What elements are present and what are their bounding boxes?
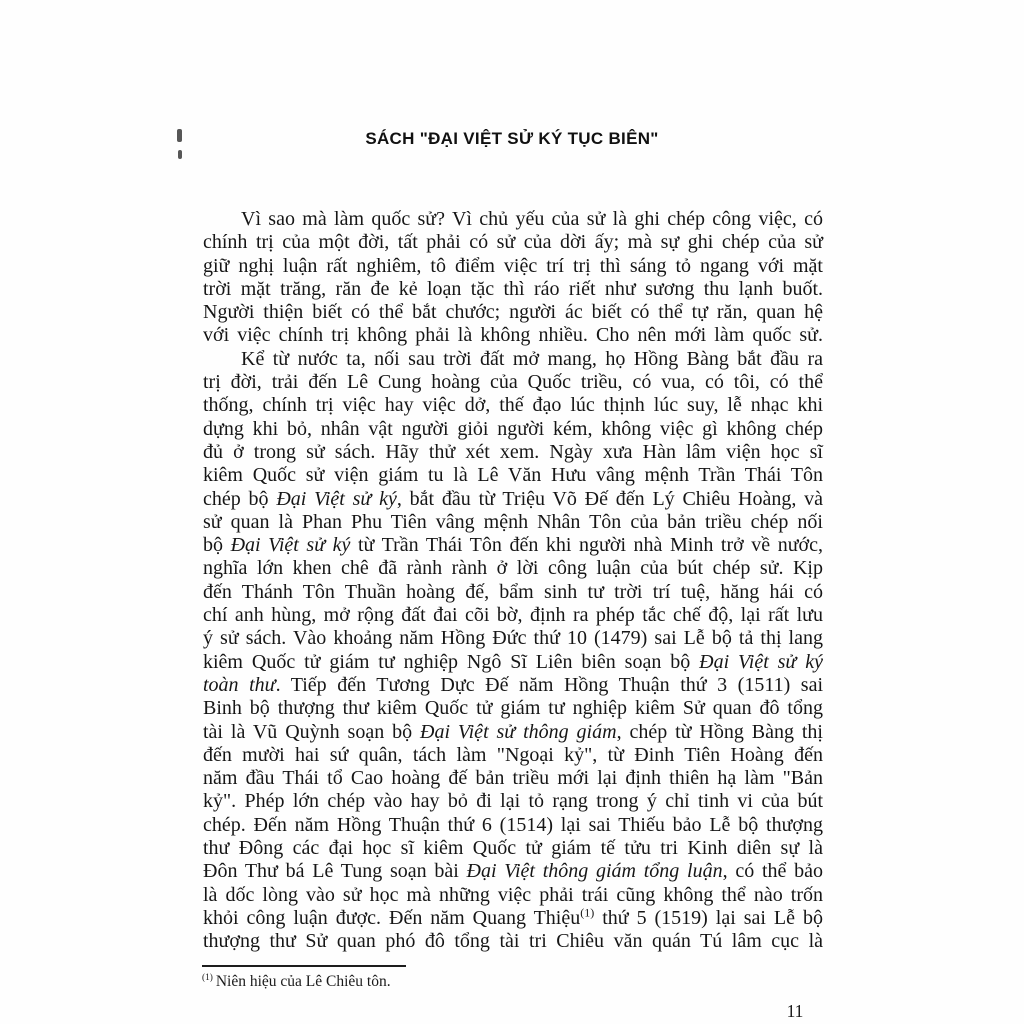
text-line	[203, 790, 823, 813]
text-segment: chí anh hùng, mở rộng đất đai cõi bờ, định ra phép tắc chế độ, lại rất lưu	[203, 604, 823, 627]
text-line	[203, 814, 823, 837]
text-segment: Đại Việt thông giám tổng luận	[466, 860, 723, 883]
text-segment: trời mặt trăng, răn đe kẻ loạn tặc thì ráo riết như sương thu lạnh buốt.	[203, 277, 823, 300]
text-segment: với việc chính trị không phải là không nhiều. Cho nên mới làm quốc sử.	[203, 324, 823, 347]
text-line	[203, 255, 823, 278]
page-title: SÁCH "ĐẠI VIỆT SỬ KÝ TỤC BIÊN"	[365, 129, 659, 148]
text-segment: tài là Vũ Quỳnh soạn bộ	[203, 720, 420, 743]
text-line	[203, 488, 823, 511]
text-segment: trị đời, trải đến Lê Cung hoàng của Quốc triều, có vua, có tôi, có thể	[203, 371, 823, 394]
text-segment: Người thiện biết có thể bắt chước; người ác biết có thể tự răn, quan hệ	[203, 301, 823, 324]
text-segment: kiêm Quốc sử viện giám tu là Lê Văn Hưu vâng mệnh Trần Thái Tôn	[203, 464, 823, 487]
text-segment: đủ ở trong sử sách. Hãy thử xét xem. Ngày xưa Hàn lâm viện học sĩ	[203, 440, 823, 463]
text-segment: Đại Việt sử ký	[699, 650, 823, 673]
text-segment: bộ	[203, 534, 231, 557]
text-line	[203, 930, 823, 953]
text-segment: đến mười hai sứ quân, tách làm "Ngoại kỷ", từ Đinh Tiên Hoàng đến	[203, 743, 823, 766]
text-segment: . Tiếp đến Tương Dực Đế năm Hồng Thuận thứ 3 (1511) sai	[275, 673, 823, 696]
text-line	[203, 208, 823, 231]
text-line	[203, 651, 823, 674]
scan-smudge	[178, 150, 182, 159]
text-line	[203, 231, 823, 254]
text-segment: , chép từ Hồng Bàng thị	[616, 720, 823, 743]
text-line	[203, 464, 823, 487]
text-segment: đến Thánh Tôn Thuần hoàng đế, bẩm sinh tư trời trí tuệ, hăng hái có	[203, 580, 823, 603]
text-segment: kiêm Quốc tử giám tư nghiệp Ngô Sĩ Liên biên soạn bộ	[203, 650, 700, 673]
text-segment: , có thể bảo	[722, 860, 823, 883]
text-line	[203, 884, 823, 907]
text-line	[203, 837, 823, 860]
page-number: 11	[786, 1001, 804, 1021]
text-segment: là dốc lòng vào sử học mà những việc phải trái cũng không thể nào trốn	[203, 883, 823, 906]
text-line	[203, 744, 823, 767]
footnote-reference: (1)	[580, 905, 595, 920]
text-segment: Đại Việt sử ký	[230, 534, 351, 557]
text-segment: thứ 5 (1519) lại sai Lễ bộ	[594, 906, 823, 929]
text-segment: dựng khi bỏ, nhân vật người giỏi người kém, không việc gì không chép	[203, 417, 823, 440]
text-segment: ý sử sách. Vào khoảng năm Hồng Đức thứ 10 (1479) sai Lễ bộ tả thị lang	[203, 627, 823, 650]
footnote-marker: (1)	[202, 972, 213, 983]
text-segment: Đại Việt sử ký	[276, 487, 397, 510]
text-line	[203, 767, 823, 790]
text-segment: chép bộ	[203, 487, 277, 510]
text-line	[203, 627, 823, 650]
text-segment: Vì sao mà làm quốc sử? Vì chủ yếu của sử là ghi chép công việc, có	[241, 208, 823, 230]
footnote-text: Niên hiệu của Lê Chiêu tôn.	[215, 973, 391, 990]
text-segment: Binh bộ thượng thư kiêm Quốc tử giám tư nghiệp kiêm Sử quan đô tổng	[203, 697, 823, 720]
text-line	[203, 534, 823, 557]
text-segment: kỷ". Phép lớn chép vào hay bỏ đi lại tỏ rạng trong ý chỉ tinh vi của bút	[203, 790, 823, 813]
text-segment: khỏi công luận được. Đến năm Quang Thiệu	[203, 906, 581, 929]
text-segment: Kể từ nước ta, nối sau trời đất mở mang, họ Hồng Bàng bắt đầu ra	[241, 347, 823, 370]
text-line	[203, 581, 823, 604]
footnote-divider	[202, 965, 406, 967]
text-segment: chép. Đến năm Hồng Thuận thứ 6 (1514) lại sai Thiếu bảo Lễ bộ thượng	[203, 813, 823, 836]
text-line	[203, 557, 823, 580]
text-line	[203, 278, 823, 301]
footnote	[202, 972, 822, 992]
text-line	[203, 418, 823, 441]
text-segment: năm đầu Thái tổ Cao hoàng đế bản triều mới lại định thiên hạ làm "Bản	[203, 767, 823, 790]
text-segment: thống, chính trị việc hay việc dở, thế đạo lúc thịnh lúc suy, lễ nhạc khi	[203, 394, 823, 417]
text-line	[203, 394, 823, 417]
text-line	[203, 441, 823, 464]
text-line	[203, 301, 823, 324]
text-segment: chính trị của một đời, tất phải có sử của dời ấy; mà sự ghi chép của sử	[203, 231, 823, 254]
text-line	[203, 697, 823, 720]
text-line	[203, 511, 823, 534]
text-segment: toàn thư	[203, 673, 276, 696]
text-segment: thư Đông các đại học sĩ kiêm Quốc tử giám tế tửu tri Kinh diên sự là	[203, 837, 823, 860]
text-line	[203, 604, 823, 627]
body-text	[203, 208, 823, 954]
text-line	[203, 721, 823, 744]
text-line	[203, 907, 823, 930]
text-line	[203, 674, 823, 697]
text-line	[203, 860, 823, 883]
text-segment: nghĩa lớn khen chê đã rành rành ở lời công luận của bút chép sử. Kịp	[203, 557, 823, 580]
text-segment: Đôn Thư bá Lê Tung soạn bài	[203, 860, 467, 883]
text-line	[203, 348, 823, 371]
text-segment: , bắt đầu từ Triệu Võ Đế đến Lý Chiêu Hoàng, và	[396, 487, 824, 510]
text-segment: sử quan là Phan Phu Tiên vâng mệnh Nhân Tôn của bản triều chép nối	[203, 510, 823, 533]
text-segment: Đại Việt sử thông giám	[420, 720, 617, 743]
text-segment: giữ nghị luận rất nghiêm, tô điểm việc trí trị thì sáng tỏ ngang với mặt	[203, 254, 823, 277]
text-line	[203, 371, 823, 394]
text-line	[203, 324, 823, 347]
text-segment: thượng thư Sử quan phó đô tổng tài tri Chiêu văn quán Tú lâm cục là	[203, 930, 823, 953]
text-segment: từ Trần Thái Tôn đến khi người nhà Minh trở về nước,	[350, 534, 823, 557]
